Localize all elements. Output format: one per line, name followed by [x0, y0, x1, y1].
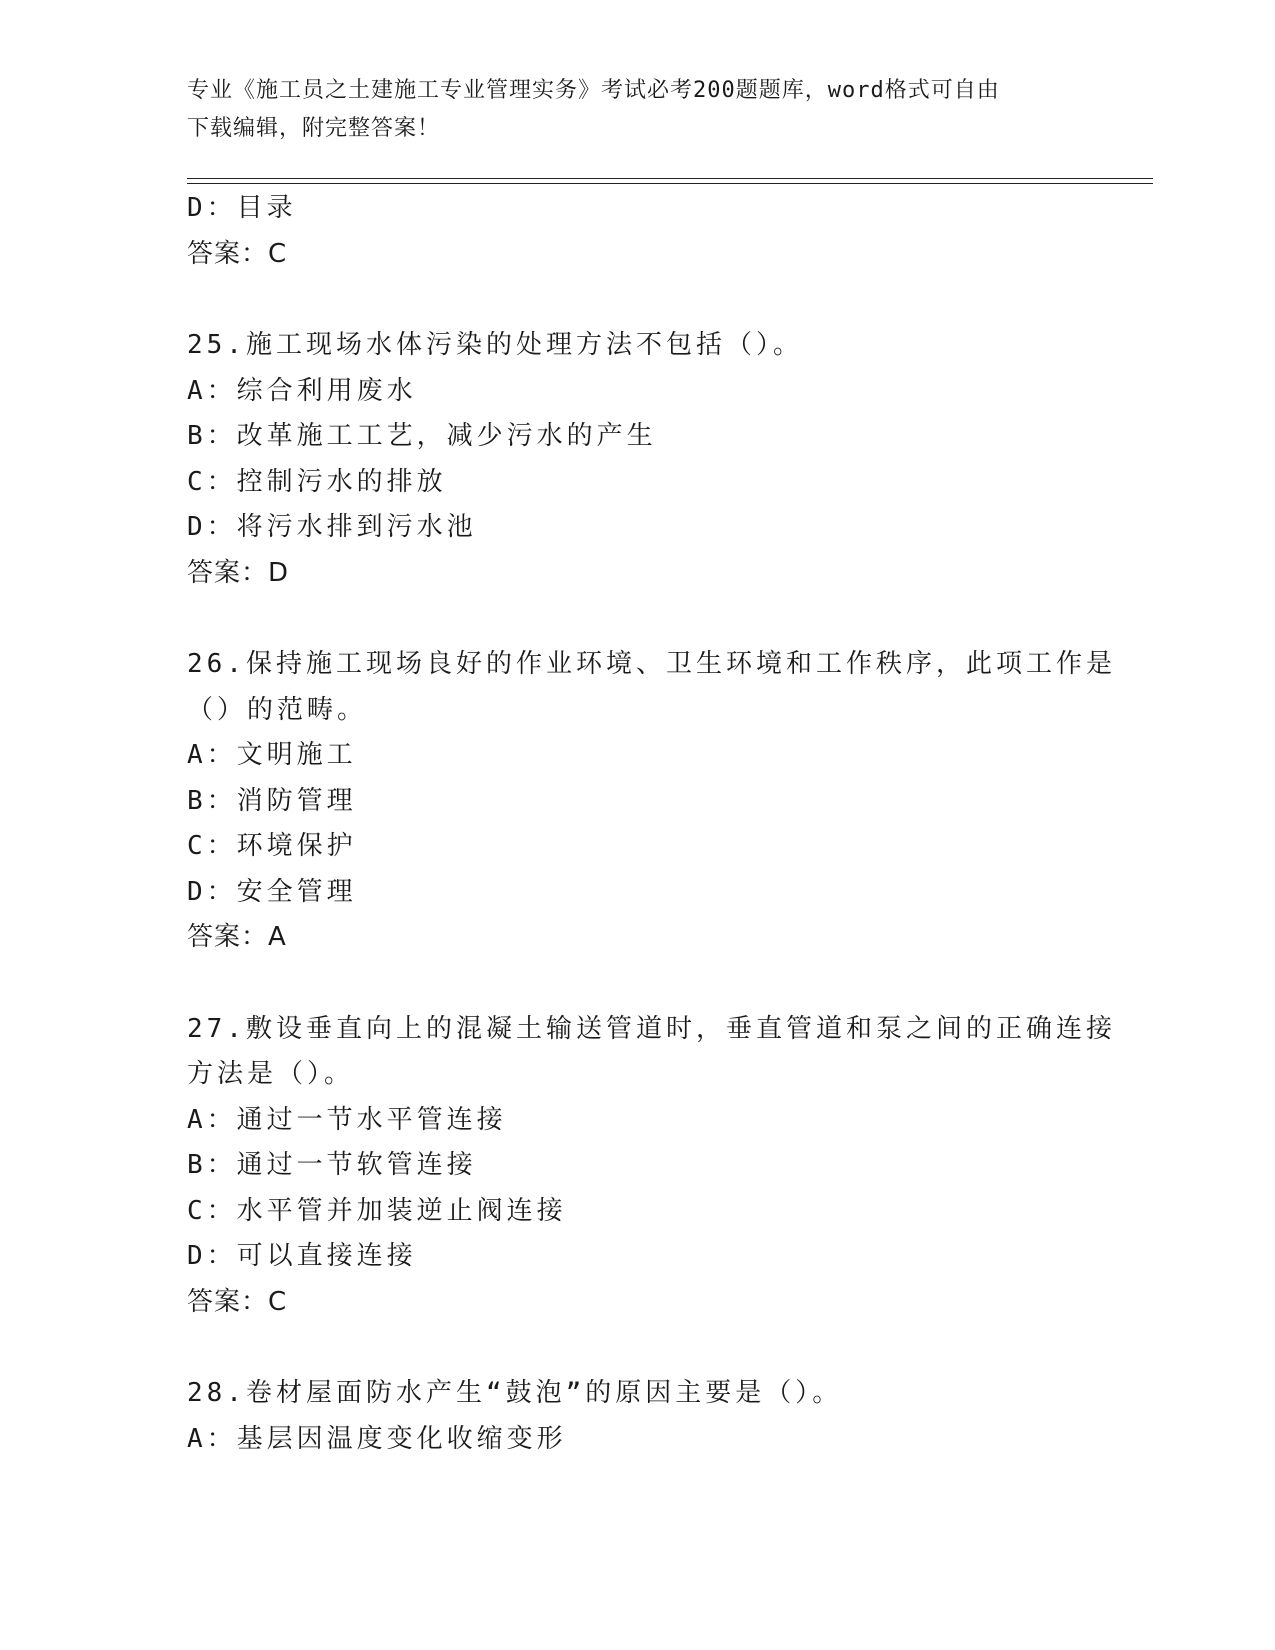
- question-stem: 25.施工现场水体污染的处理方法不包括（）。: [187, 330, 803, 360]
- option-c: C：控制污水的排放: [187, 466, 447, 497]
- question-26: [187, 642, 1116, 961]
- header-divider: [187, 178, 1153, 184]
- question-spacer: [187, 277, 1107, 323]
- question-spacer: [187, 596, 1107, 642]
- question-stem: 26.保持施工现场良好的作业环境、卫生环境和工作秩序，此项工作是: [187, 649, 1116, 679]
- question-stem: 27.敷设垂直向上的混凝土输送管道时，垂直管道和泵之间的正确连接: [187, 1013, 1116, 1044]
- option-b: B：通过一节软管连接: [187, 1150, 477, 1180]
- header-title-line-2: 下载编辑，附完整答案！: [187, 116, 441, 141]
- answer: 答案：C: [187, 1286, 288, 1317]
- answer: 答案：A: [187, 922, 287, 952]
- question-list: [187, 186, 1116, 1462]
- option-a: A：综合利用废水: [187, 375, 417, 406]
- question-25: [187, 323, 1107, 596]
- page-header: [187, 72, 1077, 148]
- header-title-line-1: 专业《施工员之土建施工专业管理实务》考试必考200题题库，word格式可自由: [187, 78, 1000, 103]
- option-d: D：可以直接连接: [187, 1241, 417, 1271]
- option-c: C：环境保护: [187, 831, 357, 861]
- question-27: [187, 1007, 1116, 1326]
- answer: 答案：D: [187, 557, 290, 588]
- option-b: B：改革施工工艺，减少污水的产生: [187, 421, 657, 451]
- answer: 答案：C: [187, 238, 288, 269]
- option-c: C：水平管并加装逆止阀连接: [187, 1195, 567, 1226]
- option-d: D：将污水排到污水池: [187, 512, 477, 542]
- option-a: A：文明施工: [187, 740, 357, 770]
- option-d: D：安全管理: [187, 876, 357, 907]
- option-b: B：消防管理: [187, 785, 357, 816]
- question-stem-continued: （）的范畴。: [187, 694, 368, 725]
- question-spacer: [187, 1325, 1107, 1371]
- question-stem-continued: 方法是（）。: [187, 1059, 355, 1089]
- question-28: [187, 1371, 1107, 1462]
- question-spacer: [187, 961, 1107, 1007]
- option-a: A：通过一节水平管连接: [187, 1104, 507, 1135]
- option-a: A：基层因温度变化收缩变形: [187, 1423, 567, 1454]
- question-stem: 28.卷材屋面防水产生“鼓泡”的原因主要是（）。: [187, 1378, 843, 1408]
- option-d: D：目录: [187, 193, 297, 223]
